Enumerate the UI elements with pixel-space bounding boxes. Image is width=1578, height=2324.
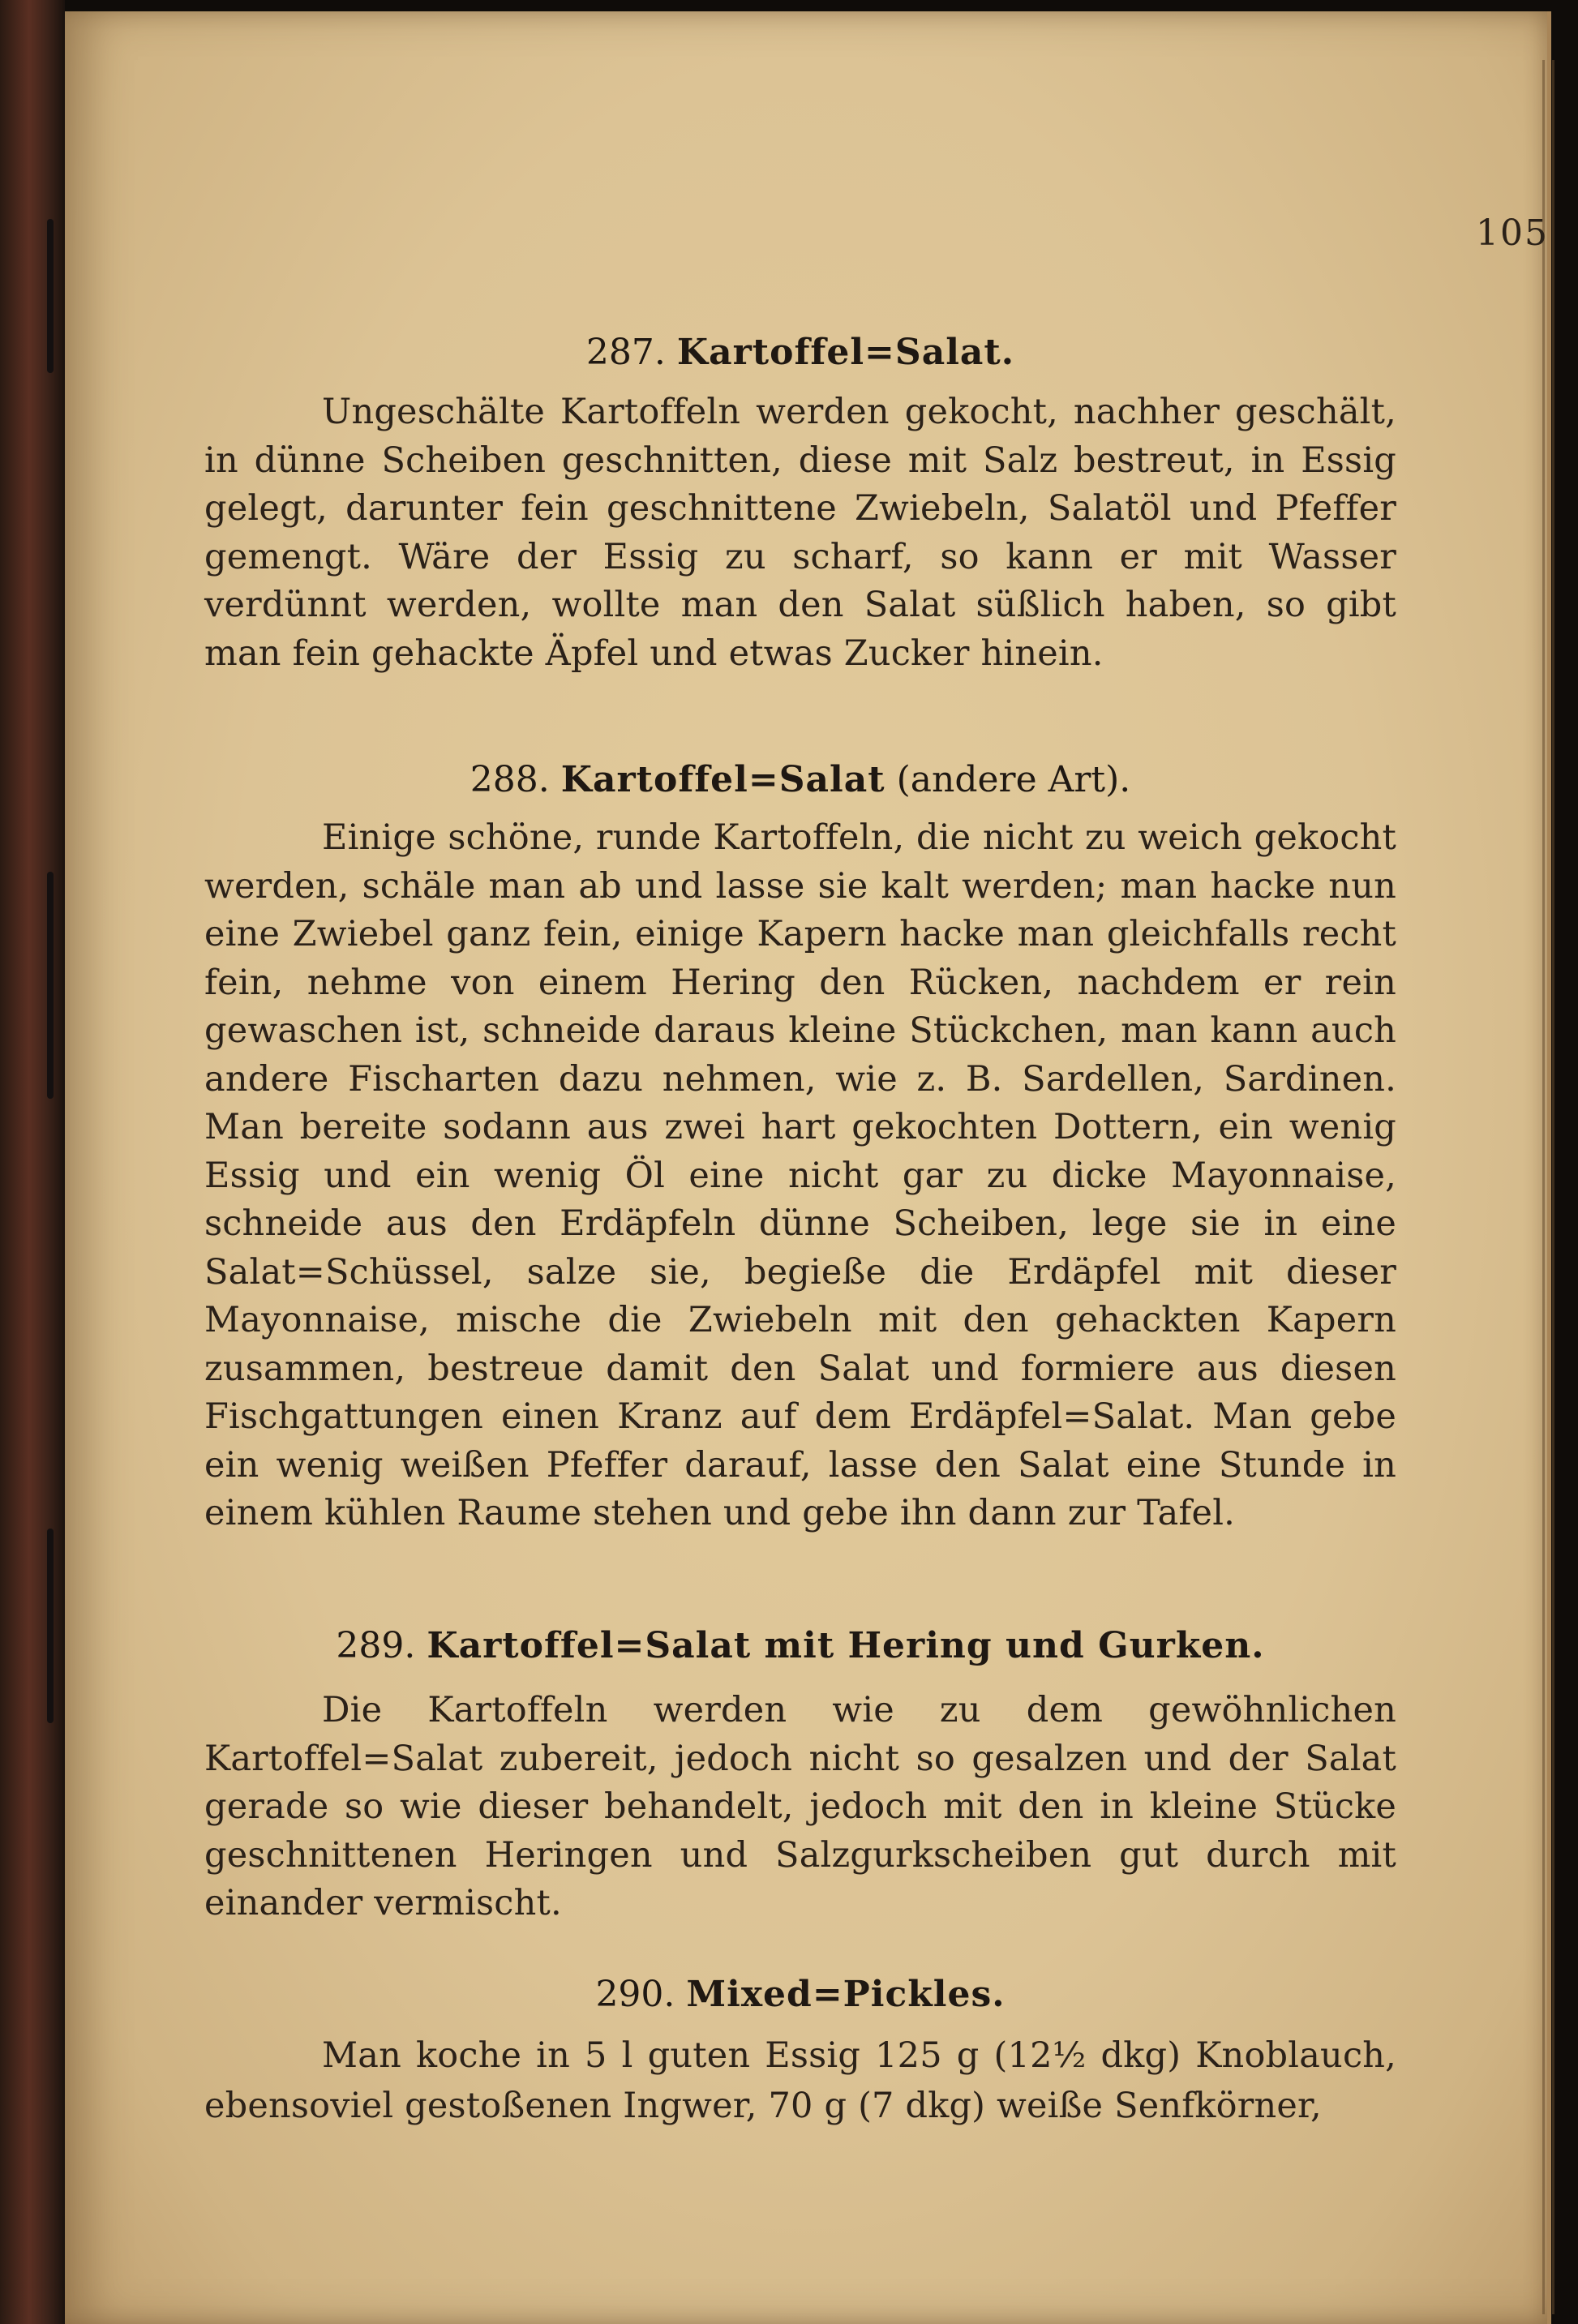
recipe-title: Kartoffel=Salat.: [676, 332, 1015, 373]
recipe-heading-287: [204, 332, 1396, 373]
recipe-subtitle: (andere Art).: [896, 759, 1131, 800]
book-cover-edge: [0, 0, 65, 2324]
recipe-number: 289.: [336, 1625, 416, 1666]
recipe-heading-289: [204, 1625, 1396, 1666]
book-page: [65, 11, 1551, 2324]
recipe-title: Mixed=Pickles.: [686, 1974, 1006, 2015]
recipe-title: Kartoffel=Salat: [560, 759, 885, 800]
page-edge: [1552, 60, 1554, 2314]
recipe-number: 290.: [595, 1974, 675, 2015]
binding-stitch: [47, 1529, 54, 1723]
recipe-text-289: Die Kartoffeln werden wie zu dem gewöhnlichen Kartoffel=Salat zubereit, jedoch nicht so gesalzen und der Salat gerade so wie dieser behandelt, jedoch mit den in kleine Stücke geschnittenen Heringen und Salzgurkscheiben gut durch mit einander vermischt.: [204, 1690, 1396, 1923]
binding-stitch: [47, 219, 54, 373]
page-edge: [1542, 60, 1545, 2314]
recipe-text-288: Einige schöne, runde Kartoffeln, die nicht zu weich gekocht werden, schäle man ab und lasse sie kalt werden; man hacke nun eine Zwiebel ganz fein, einige Kapern hacke man gleichfalls recht fein, nehme von einem Hering den Rücken, nachdem er rein gewaschen ist, schneide daraus kleine Stückchen, man kann auch andere Fischarten dazu nehmen, wie z. B. Sardellen, Sardinen. Man bereite sodann aus zwei hart gekochten Dottern, ein wenig Essig und ein wenig Öl eine nicht gar zu dicke Mayonnaise, schneide aus den Erdäpfeln dünne Scheiben, lege sie in eine Salat=Schüssel, salze sie, begieße die Erdäpfel mit dieser Mayonnaise, mische die Zwiebeln mit den gehackten Kapern zusammen, bestreue damit den Salat und formiere aus diesen Fischgattungen einen Kranz auf dem Erdäpfel=Salat. Man gebe ein wenig weißen Pfeffer darauf, lasse den Salat eine Stunde in einem kühlen Raume stehen und gebe ihn dann zur Tafel.: [204, 817, 1396, 1533]
binding-stitch: [47, 872, 54, 1099]
recipe-heading-290: [204, 1974, 1396, 2015]
recipe-number: 287.: [585, 332, 666, 373]
page-number: 105: [1476, 212, 1549, 254]
recipe-number: 288.: [470, 759, 550, 800]
recipe-text-287: Ungeschälte Kartoffeln werden gekocht, nachher geschält, in dünne Scheiben geschnitten, diese mit Salz bestreut, in Essig gelegt, darunter fein geschnittene Zwiebeln, Salatöl und Pfeffer gemengt. Wäre der Essig zu scharf, so kann er mit Wasser verdünnt werden, wollte man den Salat süßlich haben, so gibt man fein gehackte Äpfel und etwas Zucker hinein.: [204, 392, 1396, 674]
recipe-text-290: Man koche in 5 l guten Essig 125 g (12½ dkg) Knoblauch, ebensoviel gestoßenen Ingwer, 70 g (7 dkg) weiße Senfkörner,: [204, 2035, 1396, 2126]
recipe-heading-288: [204, 759, 1396, 800]
recipe-title: Kartoffel=Salat mit Hering und Gurken.: [427, 1625, 1265, 1666]
